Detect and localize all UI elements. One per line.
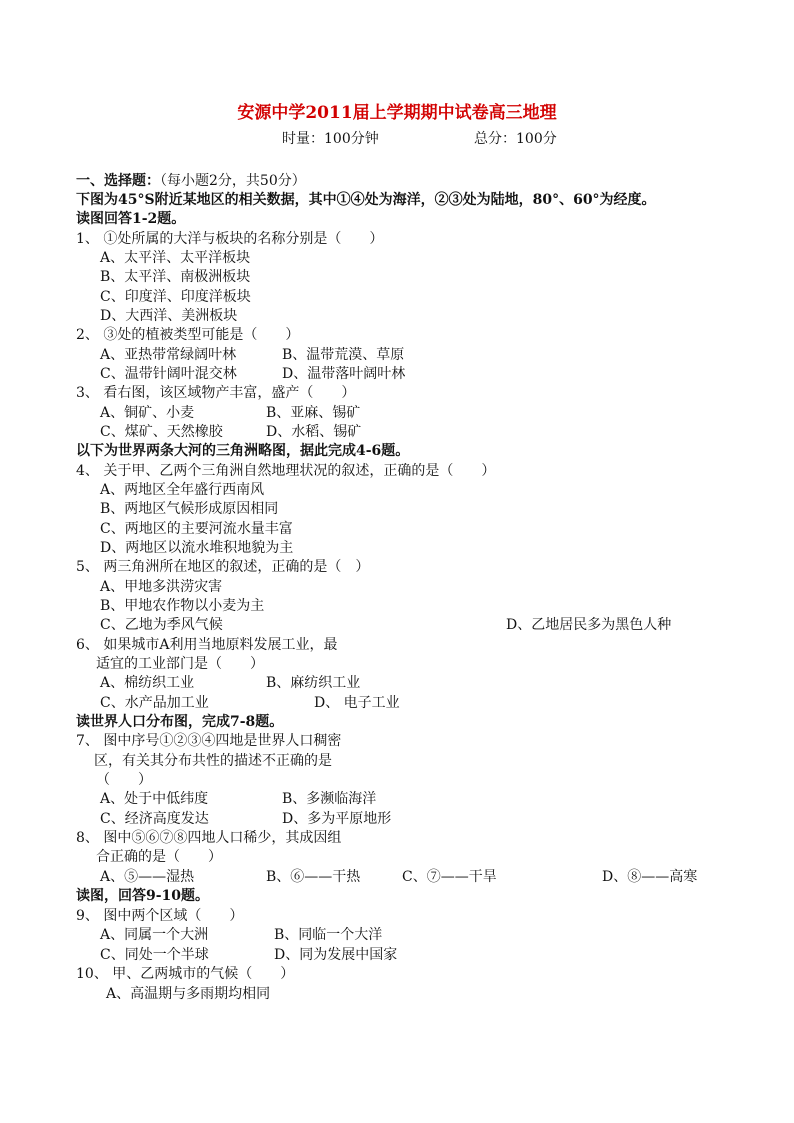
section-note: （每小题2分，共50分） <box>160 173 306 189</box>
q7-stem-line2: 区，有关其分布共性的描述不正确的是 <box>94 753 332 769</box>
q4-stem: 4、 关于甲、乙两个三角洲自然地理状况的叙述，正确的是（ ） <box>76 463 496 479</box>
q7-option-d: D、多为平原地形 <box>282 811 392 827</box>
q4-option-d: D、两地区以流水堆积地貌为主 <box>100 540 294 556</box>
q1-option-a: A、太平洋、太平洋板块 <box>100 250 251 266</box>
q10-stem: 10、 甲、乙两城市的气候（ ） <box>76 966 295 982</box>
score-label: 总分：100分 <box>474 131 557 147</box>
q8-stem-line2: 合正确的是（ ） <box>96 849 222 865</box>
q5-option-a: A、甲地多洪涝灾害 <box>100 579 223 595</box>
q7-option-a: A、处于中低纬度 <box>100 791 209 807</box>
group1-intro-line2: 读图回答1-2题。 <box>76 211 186 227</box>
q2-option-c: C、温带针阔叶混交林 <box>100 366 237 382</box>
group3-intro: 读世界人口分布图，完成7-8题。 <box>76 714 284 730</box>
q4-option-b: B、两地区气候形成原因相同 <box>100 501 279 517</box>
q8-option-c: C、⑦——干旱 <box>402 869 497 885</box>
q3-option-d: D、水稻、锡矿 <box>266 424 362 440</box>
exam-title: 安源中学2011届上学期期中试卷高三地理 <box>237 103 557 123</box>
section-heading <box>76 172 306 190</box>
q6-option-b: B、麻纺织工业 <box>266 675 361 691</box>
q9-option-d: D、同为发展中国家 <box>274 947 398 963</box>
q6-stem-line1: 6、 如果城市A利用当地原料发展工业，最 <box>76 637 338 653</box>
q8-option-d: D、⑧——高寒 <box>602 869 698 885</box>
q3-option-c: C、煤矿、天然橡胶 <box>100 424 223 440</box>
q5-option-d: D、乙地居民多为黑色人种 <box>506 617 672 633</box>
group1-intro-line1: 下图为45°S附近某地区的相关数据，其中①④处为海洋，②③处为陆地，80°、60°为经度。 <box>76 192 656 208</box>
q3-stem: 3、 看右图，该区域物产丰富，盛产（ ） <box>76 385 356 401</box>
section-title: 一、选择题： <box>76 173 160 189</box>
q5-option-b: B、甲地农作物以小麦为主 <box>100 598 265 614</box>
q2-option-b: B、温带荒漠、草原 <box>282 347 405 363</box>
q9-stem: 9、 图中两个区域（ ） <box>76 908 244 924</box>
q8-option-b: B、⑥——干热 <box>266 869 361 885</box>
q2-option-d: D、温带落叶阔叶林 <box>282 366 406 382</box>
q9-option-b: B、同临一个大洋 <box>274 927 383 943</box>
q1-option-d: D、大西洋、美洲板块 <box>100 308 238 324</box>
q2-option-a: A、亚热带常绿阔叶林 <box>100 347 237 363</box>
group2-intro: 以下为世界两条大河的三角洲略图，据此完成4-6题。 <box>76 443 410 459</box>
q5-stem: 5、 两三角洲所在地区的叙述，正确的是（ ） <box>76 559 370 575</box>
time-label: 时量：100分钟 <box>282 131 379 147</box>
q1-stem: 1、 ①处所属的大洋与板块的名称分别是（ ） <box>76 231 384 247</box>
q8-option-a: A、⑤——湿热 <box>100 869 195 885</box>
q7-option-c: C、经济高度发达 <box>100 811 209 827</box>
q5-option-c: C、乙地为季风气候 <box>100 617 223 633</box>
q4-option-c: C、两地区的主要河流水量丰富 <box>100 521 293 537</box>
q3-option-a: A、铜矿、小麦 <box>100 405 195 421</box>
q9-option-c: C、同处一个半球 <box>100 947 209 963</box>
q10-option-a: A、高温期与多雨期均相同 <box>106 986 271 1002</box>
q7-option-b: B、多濒临海洋 <box>282 791 377 807</box>
q1-option-b: B、太平洋、南极洲板块 <box>100 269 251 285</box>
q9-option-a: A、同属一个大洲 <box>100 927 209 943</box>
group4-intro: 读图，回答9-10题。 <box>76 888 210 904</box>
q6-option-d: D、 电子工业 <box>314 695 400 711</box>
q2-stem: 2、 ③处的植被类型可能是（ ） <box>76 327 300 343</box>
q7-stem-line3: （ ） <box>96 772 152 788</box>
q8-stem-line1: 8、 图中⑤⑥⑦⑧四地人口稀少，其成因组 <box>76 830 342 846</box>
q6-stem-line2: 适宜的工业部门是（ ） <box>96 656 264 672</box>
q1-option-c: C、印度洋、印度洋板块 <box>100 289 251 305</box>
q4-option-a: A、两地区全年盛行西南风 <box>100 482 265 498</box>
q3-option-b: B、亚麻、锡矿 <box>266 405 361 421</box>
q6-option-c: C、水产品加工业 <box>100 695 209 711</box>
q7-stem-line1: 7、 图中序号①②③④四地是世界人口稠密 <box>76 733 342 749</box>
q6-option-a: A、棉纺织工业 <box>100 675 195 691</box>
